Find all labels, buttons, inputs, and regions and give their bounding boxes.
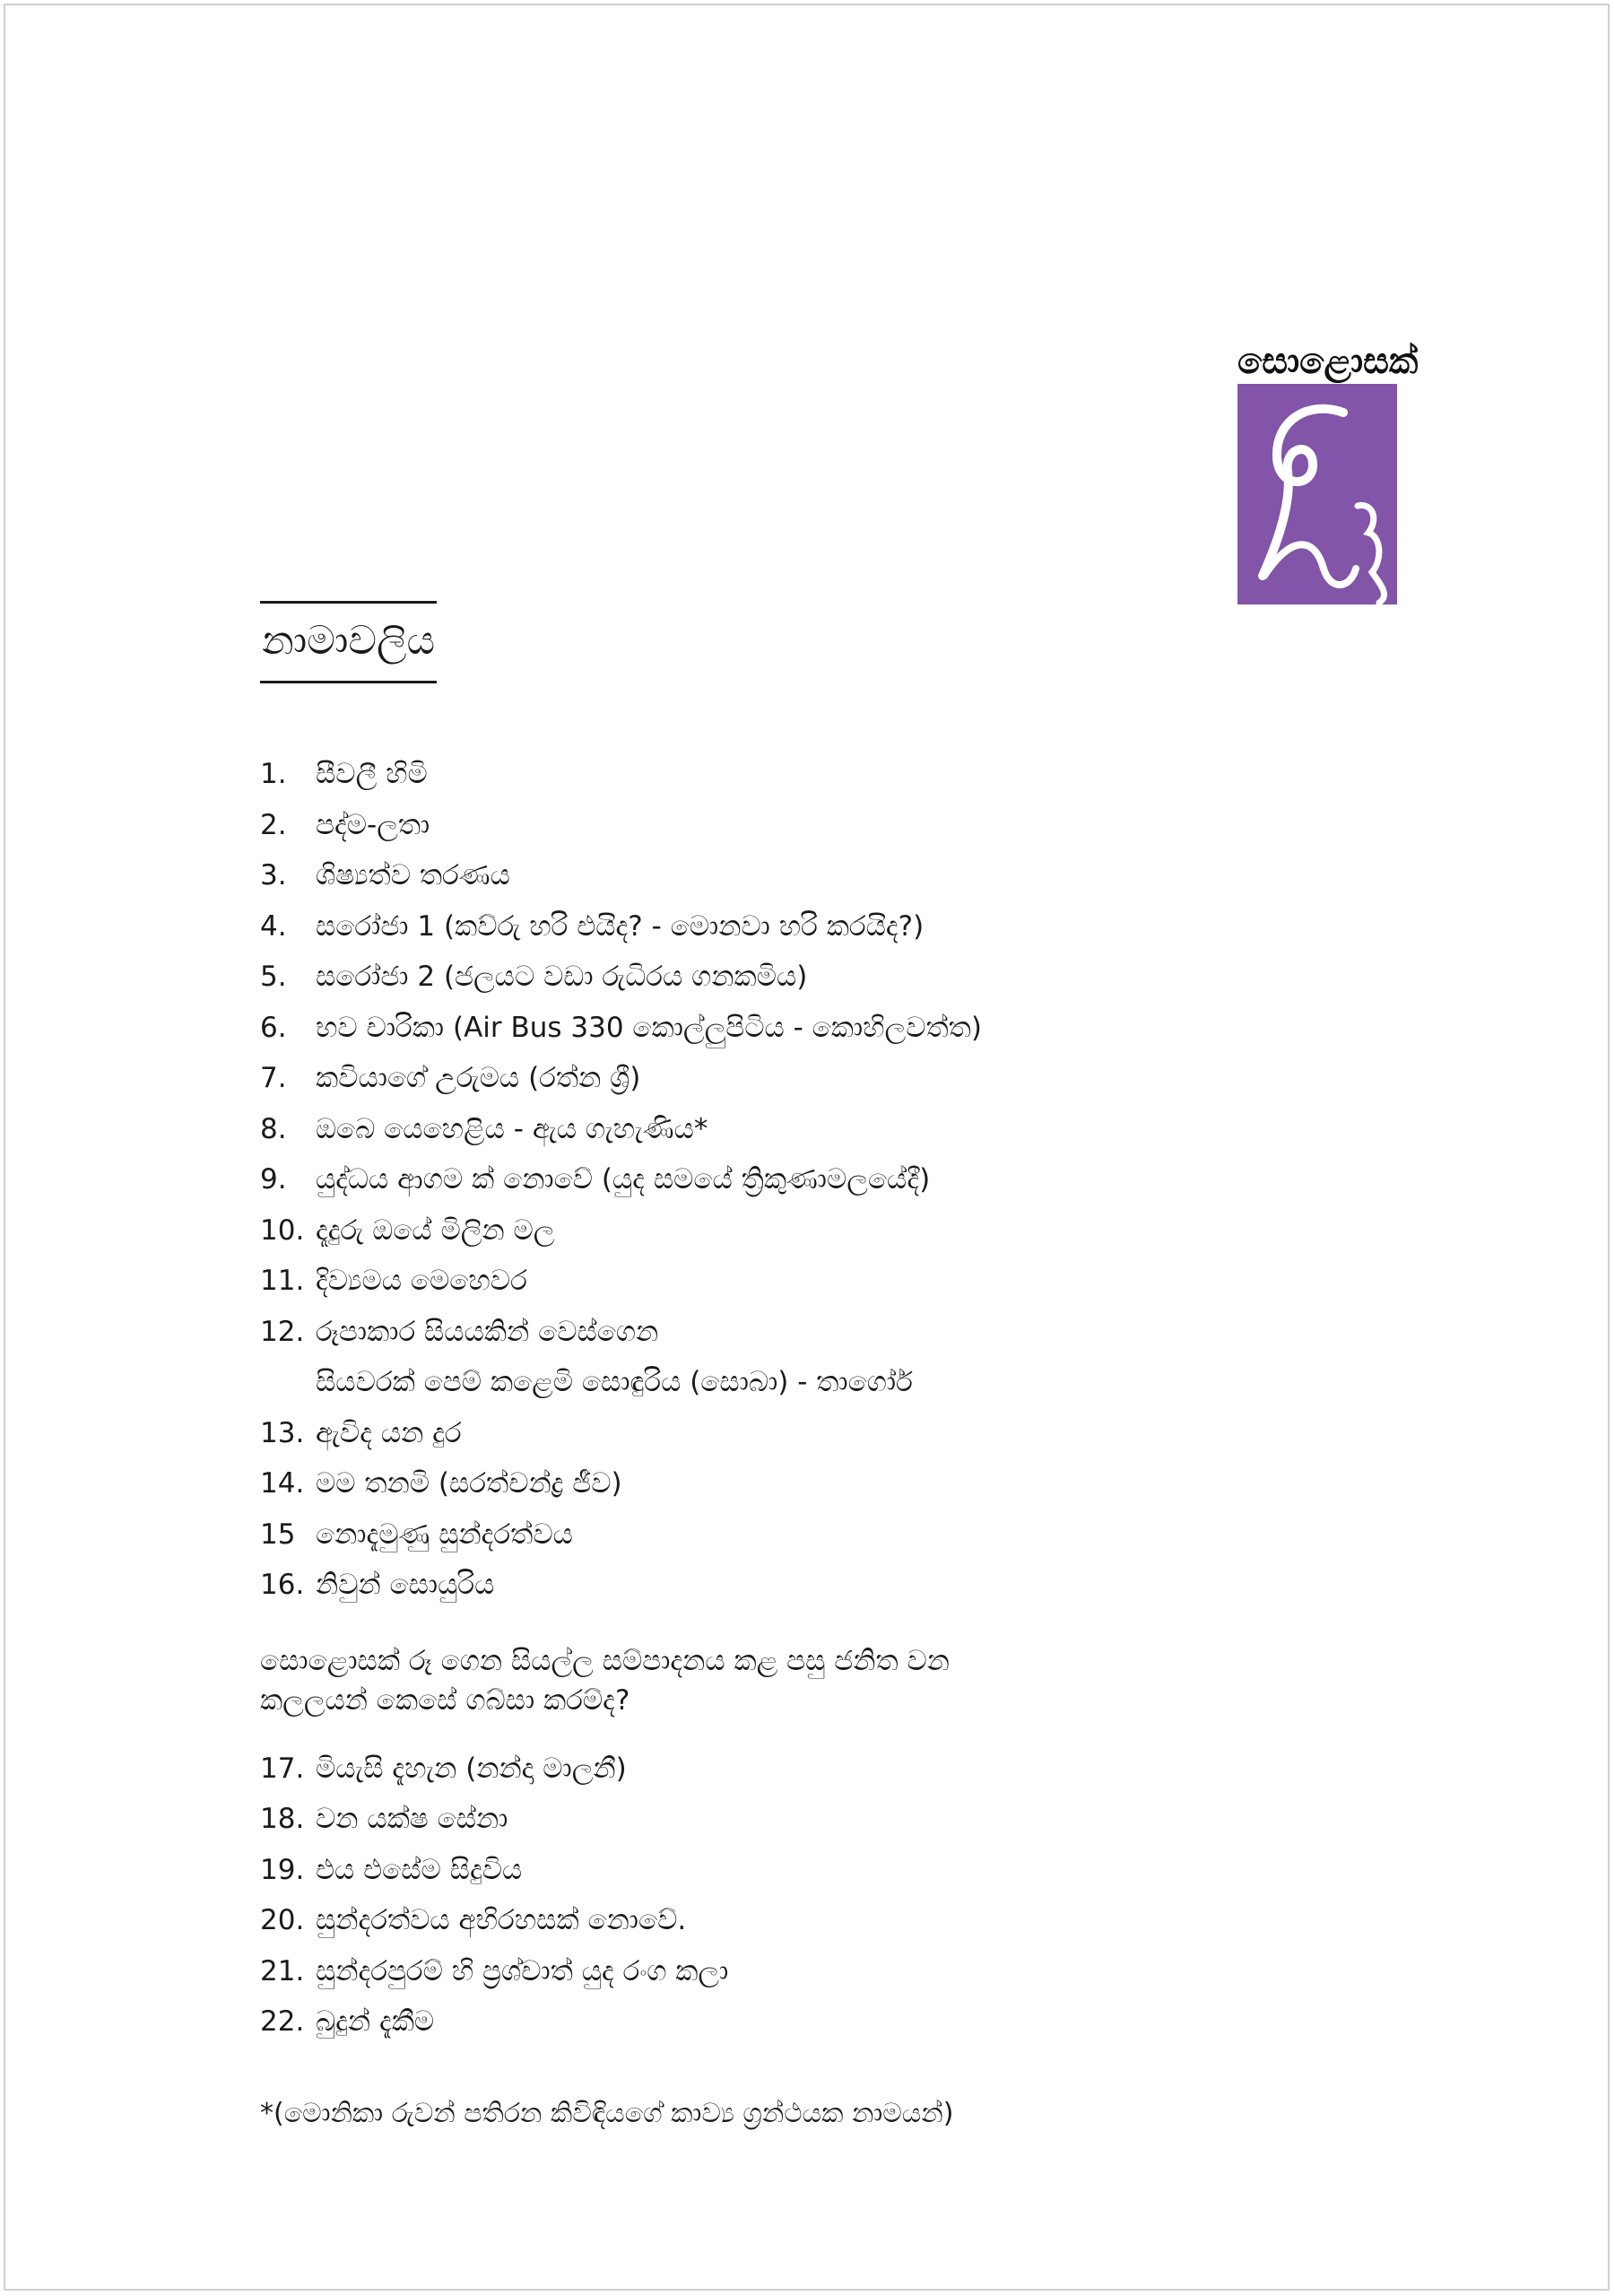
item-text: සරෝජා 2 (ජලයට වඩා රුධිරය ගනකමිය) xyxy=(316,961,808,993)
list-item xyxy=(260,1744,1336,1795)
item-number: 8. xyxy=(260,1112,287,1145)
title-block xyxy=(260,601,437,683)
book-logo xyxy=(1237,341,1419,604)
item-number: 5. xyxy=(260,961,287,993)
item-text: පද්ම-ලතා xyxy=(316,808,430,841)
item-number: 11. xyxy=(260,1265,305,1297)
list-item xyxy=(260,1104,1336,1155)
paragraph-line: කලලයන් කෙසේ ගබ්සා කරම්ද? xyxy=(260,1683,630,1717)
item-text: එය එසේම සිදුවිය xyxy=(316,1853,523,1886)
contents-list xyxy=(260,749,1336,2134)
interlude-paragraph xyxy=(260,1641,1336,1720)
item-number: 1. xyxy=(260,758,287,790)
list-item xyxy=(260,749,1336,800)
item-number: 19. xyxy=(260,1853,305,1886)
item-text: භව චාරිකා (Air Bus 330 කොල්ලුපිටිය - කොහිලවත්ත) xyxy=(316,1011,982,1044)
item-number: 7. xyxy=(260,1062,287,1094)
list-item xyxy=(260,1053,1336,1104)
contents-group-1 xyxy=(260,749,1336,1408)
item-number: 13. xyxy=(260,1416,305,1449)
item-number: 2. xyxy=(260,808,287,841)
item-number: 4. xyxy=(260,909,287,943)
list-item xyxy=(260,1256,1336,1307)
page-title: නාමාවලිය xyxy=(262,618,436,664)
item-text: සුන්දරපුරම් හි ප්‍රශ්චාත් යුද රංග කලා xyxy=(316,1954,729,1987)
item-text: යුද්ධය ආගම ක් නොවේ (යුද සමයේ ත්‍රිකුණාමලයේදී) xyxy=(316,1163,931,1196)
item-text: සීවලී හිමි xyxy=(316,758,428,790)
item-number: 6. xyxy=(260,1011,287,1044)
item-text: නිවුන් සොයුරිය xyxy=(316,1569,495,1601)
item-number: 9. xyxy=(260,1163,287,1196)
item-number: 15 xyxy=(260,1518,296,1551)
item-text: මියැසි දැහැන (නන්දා මාලනී) xyxy=(316,1752,627,1785)
logo-purple-box xyxy=(1237,384,1397,604)
item-number: 22. xyxy=(260,2005,305,2038)
list-item xyxy=(260,1794,1336,1845)
item-text: බුදුන් දැකීම xyxy=(316,2005,435,2038)
item-text: ඔබෙ යෙහෙළිය - ඇය ගැහැණිය* xyxy=(316,1112,708,1145)
contents-group-2 xyxy=(260,1408,1336,1611)
list-item xyxy=(260,800,1336,851)
list-item xyxy=(260,1154,1336,1205)
item-number: 21. xyxy=(260,1954,305,1987)
item-text: ශිෂ්‍යත්ව තරණය xyxy=(316,859,510,891)
item-12-continuation: සියවරක් පෙම් කළෙමි සොඳුරිය (සොබා) - තාගෝර් xyxy=(316,1366,913,1398)
list-item xyxy=(260,1003,1336,1054)
list-item xyxy=(260,1946,1336,1997)
item-text: රූපාකාර සියයකින් වෙස්ගෙන xyxy=(316,1315,659,1348)
item-text: ඇවිද යන දුර xyxy=(316,1416,462,1449)
item-text: සුන්දරත්වය අභිරහසක් නොවේ. xyxy=(316,1904,687,1936)
list-item xyxy=(260,901,1336,952)
list-item xyxy=(260,1895,1336,1946)
list-item xyxy=(260,1509,1336,1561)
item-number: 12. xyxy=(260,1315,305,1348)
item-text: දිව්‍යමය මෙහෙවර xyxy=(316,1265,527,1297)
item-text: නොදැමුණු සුන්දරත්වය xyxy=(316,1518,573,1551)
list-item xyxy=(260,952,1336,1003)
logo-glyph-icon xyxy=(1237,384,1397,604)
contents-group-3 xyxy=(260,1744,1336,2048)
logo-script-text: සොළොසක් xyxy=(1237,341,1419,382)
list-item xyxy=(260,850,1336,901)
item-number: 18. xyxy=(260,1803,305,1835)
list-item xyxy=(260,1560,1336,1611)
footnote: *(මොනිකා රුවන් පතිරන කිවිඳියගේ කාව්‍ය ග්‍රන්ථයක නාමයන්) xyxy=(260,2097,954,2129)
list-item xyxy=(260,1307,1336,1358)
item-number: 16. xyxy=(260,1569,305,1601)
list-item xyxy=(260,1205,1336,1257)
item-number: 10. xyxy=(260,1213,305,1247)
item-text: කවියාගේ උරුමය (රත්න ශ්‍රී) xyxy=(316,1062,641,1094)
list-item xyxy=(260,1996,1336,2048)
list-item xyxy=(260,1408,1336,1459)
item-number: 3. xyxy=(260,859,287,891)
list-item xyxy=(260,1458,1336,1509)
item-text: දෑදුරු ඔයේ මිලින මල xyxy=(316,1213,555,1247)
item-number: 17. xyxy=(260,1752,305,1785)
item-text: වන යක්ෂ සේනා xyxy=(316,1803,508,1835)
item-number: 14. xyxy=(260,1467,305,1500)
list-item xyxy=(260,1845,1336,1896)
item-text: සරෝජා 1 (කව්රු හරි එයිද? - මොනවා හරි කරයිද?) xyxy=(316,909,925,943)
item-text: මම තනමි (සරත්චන්ද්‍ර ජීව) xyxy=(316,1467,622,1500)
item-number: 20. xyxy=(260,1904,305,1936)
paragraph-line: සොළොසක් රූ ගෙන සියල්ල සම්පාදනය කළ පසු ජනිත වන xyxy=(260,1644,950,1677)
